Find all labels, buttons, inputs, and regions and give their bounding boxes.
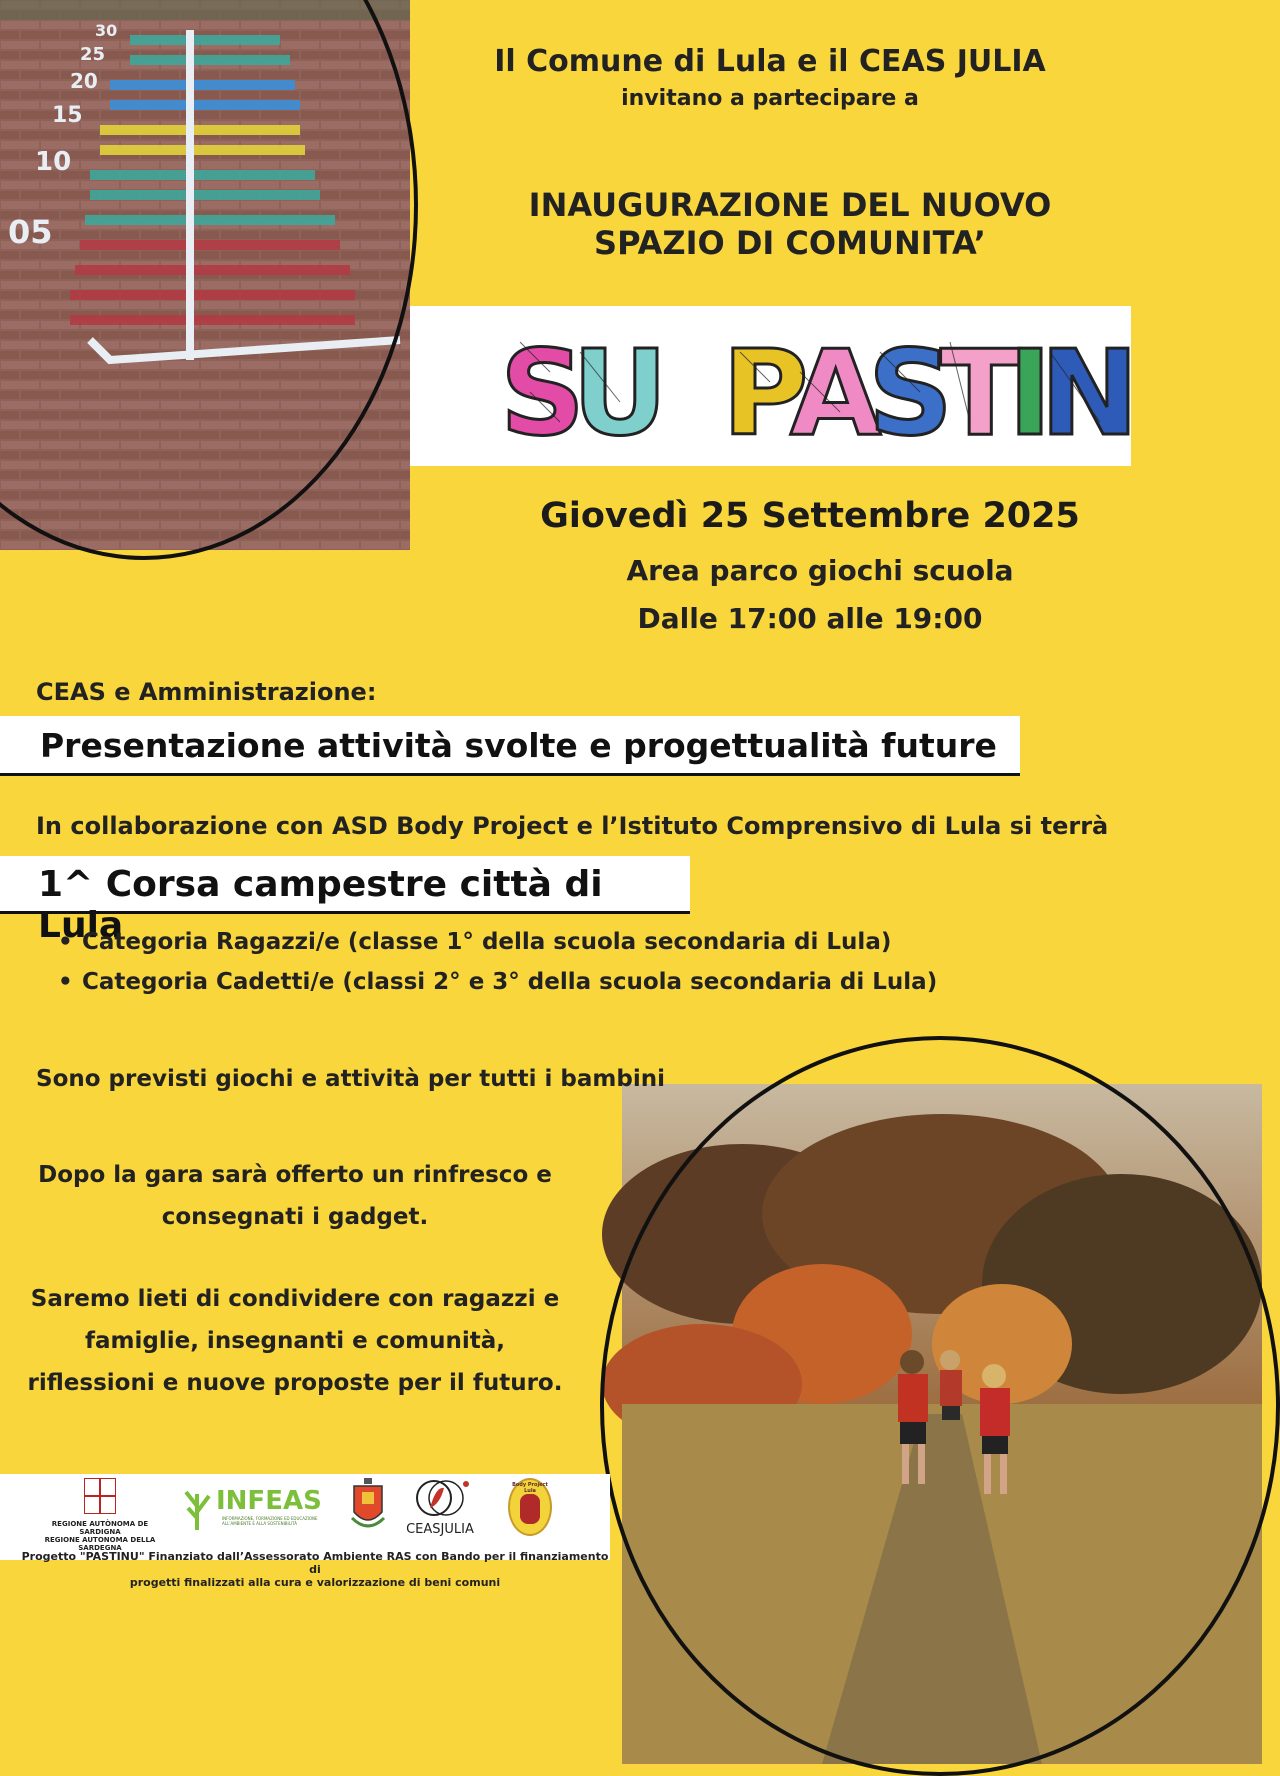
- municipal-crest-icon: [348, 1478, 388, 1534]
- svg-text:N: N: [1040, 324, 1139, 462]
- event-time: Dalle 17:00 alle 19:00: [637, 602, 983, 635]
- ruler-label-30: 30: [95, 21, 118, 40]
- section-label-ceas: CEAS e Amministrazione:: [36, 678, 377, 706]
- tree-icon: [182, 1484, 212, 1530]
- funding-line-2: progetti finalizzati alla cura e valorizzazione di beni comuni: [129, 1576, 501, 1589]
- ruler-label-25: 25: [80, 44, 106, 65]
- closing-note: [20, 1278, 570, 1404]
- race-box: [0, 856, 690, 946]
- body-project-wordmark: Body Project Lula: [512, 1482, 548, 1494]
- presentation-title: Presentazione attività svolte e progettualità future: [40, 726, 997, 765]
- infeas-logo: [182, 1484, 342, 1534]
- ceas-leaf-icon: [400, 1478, 480, 1518]
- svg-text:I: I: [1008, 324, 1052, 462]
- ruler-label-05: 05: [8, 213, 53, 251]
- regione-sardegna-logo: [30, 1478, 170, 1552]
- svg-text:P: P: [722, 324, 809, 462]
- games-note: Sono previsti giochi e attività per tutti i bambini: [36, 1066, 665, 1092]
- svg-text:U: U: [572, 324, 668, 462]
- svg-text:S: S: [500, 324, 585, 462]
- race-title: 1^ Corsa campestre città di Lula: [38, 864, 603, 946]
- regione-name-italian: REGIONE AUTONOMA DELLA SARDEGNA: [44, 1536, 156, 1552]
- ceas-julia-logo: [400, 1478, 480, 1536]
- headline-line-1: INAUGURAZIONE DEL NUOVO: [528, 186, 1052, 224]
- comune-lula-crest: [348, 1478, 388, 1534]
- event-place: Area parco giochi scuola: [626, 554, 1014, 587]
- event-date: Giovedì 25 Settembre 2025: [540, 496, 1080, 536]
- ruler-label-10: 10: [35, 147, 72, 177]
- svg-text:S: S: [868, 324, 953, 462]
- headline-line-2: SPAZIO DI COMUNITA’: [594, 224, 986, 262]
- infeas-subtitle: INFORMAZIONE, FORMAZIONE ED EDUCAZIONE ALL’AMBIENTE E ALLA SOSTENIBILITÀ: [222, 1516, 318, 1526]
- athlete-icon: [520, 1494, 540, 1524]
- ceas-wordmark: CEASJULIA: [406, 1522, 474, 1537]
- closing-line-2: famiglie, insegnanti e comunità,: [84, 1328, 505, 1354]
- su-pastinu-logo: [500, 312, 1139, 462]
- presentation-box: [0, 716, 1020, 776]
- header-invite: invitano a partecipare a: [621, 86, 919, 111]
- ruler-label-20: 20: [70, 69, 98, 93]
- svg-text:T: T: [940, 324, 1021, 462]
- collaboration-intro: In collaborazione con ASD Body Project e l’Istituto Comprensivo di Lula si terrà: [36, 812, 1109, 840]
- funding-line-1: Progetto "PASTINU" Finanziato dall’Assessorato Ambiente RAS con Bando per il finanziamento di: [21, 1550, 609, 1576]
- closing-line-3: riflessioni e nuove proposte per il futuro.: [27, 1370, 563, 1396]
- header-inviters: Il Comune di Lula e il CEAS JULIA: [494, 44, 1046, 79]
- body-project-logo: [508, 1478, 552, 1536]
- regione-name-sardinian: REGIONE AUTÒNOMA DE SARDIGNA: [51, 1520, 149, 1536]
- svg-text:A: A: [790, 324, 882, 462]
- infeas-wordmark: INFEAS: [216, 1486, 322, 1516]
- after-race-note: [20, 1154, 570, 1238]
- after-race-line-2: consegnati i gadget.: [161, 1204, 429, 1230]
- category-item: • Categoria Ragazzi/e (classe 1° della scuola secondaria di Lula): [58, 922, 1108, 962]
- category-item: • Categoria Cadetti/e (classi 2° e 3° della scuola secondaria di Lula): [58, 962, 1108, 1002]
- closing-line-1: Saremo lieti di condividere con ragazzi e: [30, 1286, 560, 1312]
- sardinia-crest-icon: [84, 1478, 116, 1514]
- after-race-line-1: Dopo la gara sarà offerto un rinfresco e: [38, 1162, 552, 1188]
- race-categories: [58, 922, 1108, 1002]
- ruler-label-15: 15: [52, 103, 83, 128]
- funding-note: [20, 1550, 610, 1589]
- event-headline: [470, 186, 1110, 262]
- bottom-circle-outline: [600, 1036, 1280, 1776]
